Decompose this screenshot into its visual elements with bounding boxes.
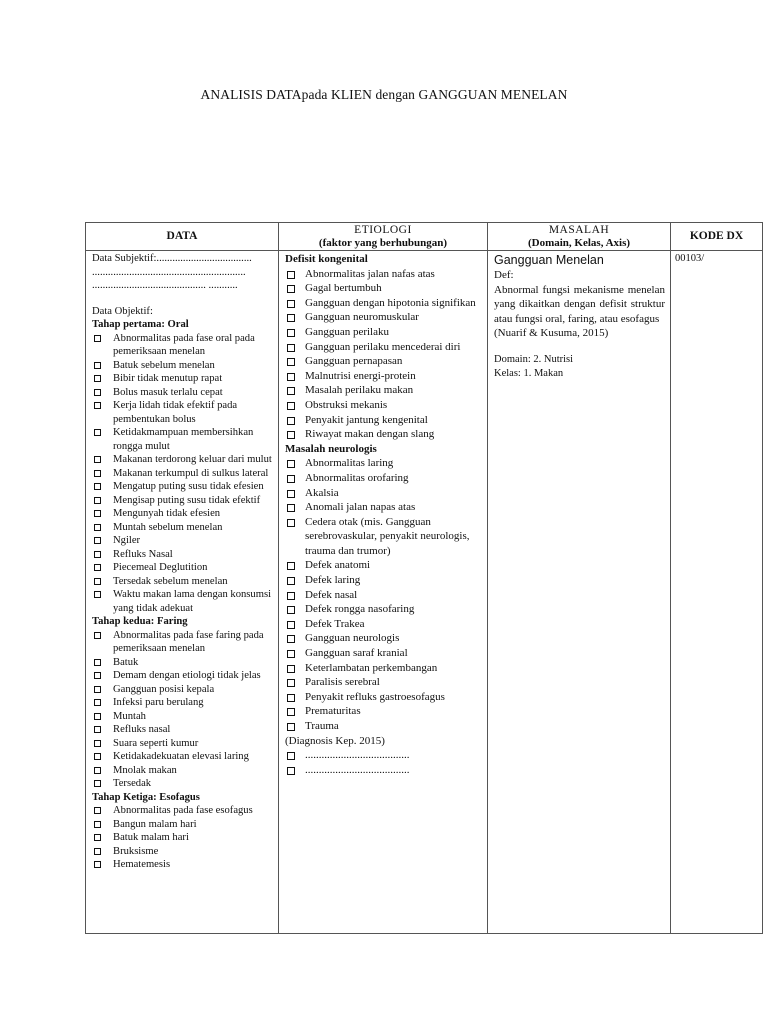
checkbox-icon[interactable] xyxy=(94,483,101,490)
checkbox-icon[interactable] xyxy=(287,708,295,716)
def-label: Def: xyxy=(494,269,514,281)
subjektif-label: Data Subjektif:.................................... xyxy=(92,253,252,264)
blank-list xyxy=(285,748,483,777)
checklist-item[interactable]: Defek laring xyxy=(285,573,483,588)
header-etiologi-label: ETIOLOGI xyxy=(354,223,412,236)
blank-item[interactable]: ...................................... xyxy=(285,748,483,763)
checkbox-icon[interactable] xyxy=(94,713,101,720)
checkbox-icon[interactable] xyxy=(94,591,101,598)
tahap2-title: Tahap kedua: Faring xyxy=(92,616,188,627)
header-masalah-label: MASALAH xyxy=(548,223,610,236)
checkbox-icon[interactable] xyxy=(287,285,295,293)
header-etiologi xyxy=(279,223,488,251)
document-title: ANALISIS DATApada KLIEN dengan GANGGUAN MENELAN xyxy=(200,87,568,102)
checklist-item[interactable]: Gangguan perilaku xyxy=(285,325,483,340)
checklist-item[interactable]: Gangguan posisi kepala xyxy=(92,683,274,697)
checklist-item[interactable]: Demam dengan etiologi tidak jelas xyxy=(92,669,274,683)
header-masalah xyxy=(488,223,671,251)
checkbox-icon[interactable] xyxy=(287,679,295,687)
header-kode: KODE DX xyxy=(671,223,763,251)
checklist-item[interactable]: Anomali jalan napas atas xyxy=(285,500,483,515)
checklist-item[interactable]: Tersedak sebelum menelan xyxy=(92,575,274,589)
checklist-item[interactable]: Abnormalitas orofaring xyxy=(285,471,483,486)
checklist-item[interactable]: Gangguan pernapasan xyxy=(285,354,483,369)
checklist-item[interactable]: Refluks Nasal xyxy=(92,548,274,562)
tahap3-title: Tahap Ketiga: Esofagus xyxy=(92,791,200,803)
checklist-item[interactable]: Bolus masuk terlalu cepat xyxy=(92,386,274,400)
content-row xyxy=(86,251,763,934)
checkbox-icon[interactable] xyxy=(287,665,295,673)
checklist-item[interactable]: Masalah perilaku makan xyxy=(285,383,483,398)
checkbox-icon[interactable] xyxy=(287,767,295,775)
masalah-source: (Nuarif & Kusuma, 2015) xyxy=(494,327,609,339)
blank-item[interactable]: ...................................... xyxy=(285,763,483,778)
checklist-item[interactable]: Ngiler xyxy=(92,534,274,548)
checkbox-icon[interactable] xyxy=(287,752,295,760)
checklist-item[interactable]: Riwayat makan dengan slang xyxy=(285,427,483,442)
checklist-item[interactable]: Gagal bertumbuh xyxy=(285,281,483,296)
checklist-item[interactable]: Gangguan saraf kranial xyxy=(285,646,483,661)
checklist-item[interactable]: Malnutrisi energi-protein xyxy=(285,369,483,384)
checklist-item[interactable]: Batuk sebelum menelan xyxy=(92,359,274,373)
checklist-item[interactable]: Mengunyah tidak efesien xyxy=(92,507,274,521)
checkbox-icon[interactable] xyxy=(287,373,295,381)
objektif-label: Data Objektif: xyxy=(92,305,153,317)
checklist-item[interactable]: Abnormalitas pada fase esofagus xyxy=(92,804,274,818)
masalah-cell xyxy=(488,251,671,934)
checklist-item[interactable]: Prematuritas xyxy=(285,704,483,719)
checkbox-icon[interactable] xyxy=(287,490,295,498)
etiologi-source: (Diagnosis Kep. 2015) xyxy=(285,734,385,747)
defisit-kongenital-title: Defisit kongenital xyxy=(285,253,368,265)
checkbox-icon[interactable] xyxy=(94,497,101,504)
checklist-item[interactable]: Ketidakadekuatan elevasi laring xyxy=(92,750,274,764)
checkbox-icon[interactable] xyxy=(94,821,101,828)
checkbox-icon[interactable] xyxy=(287,577,295,585)
checkbox-icon[interactable] xyxy=(94,780,101,787)
checkbox-icon[interactable] xyxy=(287,358,295,366)
tahap3-list xyxy=(92,804,274,872)
checkbox-icon[interactable] xyxy=(94,686,101,693)
checklist-item[interactable]: Abnormalitas pada fase faring pada pemeriksaan menelan xyxy=(92,629,274,656)
checklist-item[interactable]: Defek Trakea xyxy=(285,617,483,632)
tahap2-list xyxy=(92,629,274,791)
checkbox-icon[interactable] xyxy=(94,848,101,855)
checkbox-icon[interactable] xyxy=(287,519,295,527)
checkbox-icon[interactable] xyxy=(94,456,101,463)
masalah-neurologis-title: Masalah neurologis xyxy=(285,442,377,455)
checkbox-icon[interactable] xyxy=(94,632,101,639)
checkbox-icon[interactable] xyxy=(287,592,295,600)
checkbox-icon[interactable] xyxy=(287,402,295,410)
definition-text: Abnormal fungsi mekanisme menelan yang dikaitkan dengan defisit struktur atau fungsi oral, faring, atau esofagus xyxy=(494,283,665,325)
checkbox-icon[interactable] xyxy=(94,362,101,369)
checkbox-icon[interactable] xyxy=(287,460,295,468)
checkbox-icon[interactable] xyxy=(287,431,295,439)
tahap1-list xyxy=(92,332,274,616)
checkbox-icon[interactable] xyxy=(287,504,295,512)
checklist-item[interactable]: Abnormalitas laring xyxy=(285,456,483,471)
checkbox-icon[interactable] xyxy=(94,564,101,571)
checkbox-icon[interactable] xyxy=(287,635,295,643)
checklist-item[interactable]: Trauma xyxy=(285,719,483,734)
checkbox-icon[interactable] xyxy=(94,470,101,477)
checkbox-icon[interactable] xyxy=(287,562,295,570)
checklist-item[interactable]: Defek nasal xyxy=(285,588,483,603)
checkbox-icon[interactable] xyxy=(287,417,295,425)
subjektif-line: .......................................................... xyxy=(92,266,246,278)
checkbox-icon[interactable] xyxy=(94,861,101,868)
checklist-item[interactable]: Suara seperti kumur xyxy=(92,737,274,751)
kelas-text: Kelas: 1. Makan xyxy=(494,368,564,379)
checklist-item[interactable]: Defek anatomi xyxy=(285,558,483,573)
data-cell xyxy=(86,251,279,934)
checklist-item[interactable]: Makanan terdorong keluar dari mulut xyxy=(92,453,274,467)
checkbox-icon[interactable] xyxy=(287,475,295,483)
checkbox-icon[interactable] xyxy=(287,344,295,352)
checklist-item[interactable]: Refluks nasal xyxy=(92,723,274,737)
checkbox-icon[interactable] xyxy=(94,335,101,342)
checklist-item[interactable]: Waktu makan lama dengan konsumsi yang tidak adekuat xyxy=(92,588,274,615)
checkbox-icon[interactable] xyxy=(94,726,101,733)
checkbox-icon[interactable] xyxy=(287,300,295,308)
checkbox-icon[interactable] xyxy=(287,329,295,337)
checkbox-icon[interactable] xyxy=(287,271,295,279)
checkbox-icon[interactable] xyxy=(94,807,101,814)
checkbox-icon[interactable] xyxy=(287,314,295,322)
checklist-item[interactable]: Makanan terkumpul di sulkus lateral xyxy=(92,467,274,481)
checklist-item[interactable]: Hematemesis xyxy=(92,858,274,872)
checkbox-icon[interactable] xyxy=(94,767,101,774)
checklist-item[interactable]: Batuk xyxy=(92,656,274,670)
subjektif-line: ........................................... ........... xyxy=(92,280,238,291)
checklist-item[interactable]: Batuk malam hari xyxy=(92,831,274,845)
checklist-item[interactable]: Piecemeal Deglutition xyxy=(92,561,274,575)
header-etiologi-sub: (faktor yang berhubungan) xyxy=(318,236,448,249)
checklist-item[interactable]: Keterlambatan perkembangan xyxy=(285,661,483,676)
checklist-item[interactable]: Gangguan dengan hipotonia signifikan xyxy=(285,296,483,311)
checkbox-icon[interactable] xyxy=(94,672,101,679)
checklist-item[interactable]: Abnormalitas pada fase oral pada pemeriksaan menelan xyxy=(92,332,274,359)
checklist-item[interactable]: Mnolak makan xyxy=(92,764,274,778)
checklist-item[interactable]: Infeksi paru berulang xyxy=(92,696,274,710)
checkbox-icon[interactable] xyxy=(287,606,295,614)
checklist-item[interactable]: Muntah sebelum menelan xyxy=(92,521,274,535)
checkbox-icon[interactable] xyxy=(287,621,295,629)
masalah-title: Gangguan Menelan xyxy=(494,253,604,267)
checkbox-icon[interactable] xyxy=(287,650,295,658)
checkbox-icon[interactable] xyxy=(94,389,101,396)
checklist-item[interactable]: Cedera otak (mis. Gangguan serebrovaskular, penyakit neurologis, trauma dan trumor) xyxy=(285,515,483,559)
kode-value: 00103/ xyxy=(675,253,705,264)
checklist-item[interactable]: Obstruksi mekanis xyxy=(285,398,483,413)
checklist-item[interactable]: Mengatup puting susu tidak efesien xyxy=(92,480,274,494)
checklist-item[interactable]: Gangguan neuromuskular xyxy=(285,310,483,325)
checklist-item[interactable]: Ketidakmampuan membersihkan rongga mulut xyxy=(92,426,274,453)
checkbox-icon[interactable] xyxy=(94,524,101,531)
checklist-item[interactable]: Muntah xyxy=(92,710,274,724)
checklist-item[interactable]: Defek rongga nasofaring xyxy=(285,602,483,617)
checkbox-icon[interactable] xyxy=(94,740,101,747)
kode-cell xyxy=(671,251,763,934)
checkbox-icon[interactable] xyxy=(94,429,101,436)
checkbox-icon[interactable] xyxy=(94,551,101,558)
checklist-item[interactable]: Penyakit jantung kengenital xyxy=(285,413,483,428)
checklist-item[interactable]: Akalsia xyxy=(285,486,483,501)
defisit-kongenital-list xyxy=(285,267,483,442)
checkbox-icon[interactable] xyxy=(94,578,101,585)
checklist-item[interactable]: Tersedak xyxy=(92,777,274,791)
tahap1-title: Tahap pertama: Oral xyxy=(92,319,189,330)
checkbox-icon[interactable] xyxy=(94,537,101,544)
analysis-table xyxy=(85,222,763,934)
checkbox-icon[interactable] xyxy=(287,387,295,395)
checkbox-icon[interactable] xyxy=(287,723,295,731)
header-row xyxy=(86,223,763,251)
checklist-item[interactable]: Gangguan perilaku mencederai diri xyxy=(285,340,483,355)
checkbox-icon[interactable] xyxy=(94,834,101,841)
checkbox-icon[interactable] xyxy=(287,694,295,702)
checkbox-icon[interactable] xyxy=(94,699,101,706)
checkbox-icon[interactable] xyxy=(94,659,101,666)
checklist-item[interactable]: Mengisap puting susu tidak efektif xyxy=(92,494,274,508)
checkbox-icon[interactable] xyxy=(94,375,101,382)
checklist-item[interactable]: Penyakit refluks gastroesofagus xyxy=(285,690,483,705)
checklist-item[interactable]: Gangguan neurologis xyxy=(285,631,483,646)
checklist-item[interactable]: Bangun malam hari xyxy=(92,818,274,832)
etiologi-cell xyxy=(279,251,488,934)
checklist-item[interactable]: Bruksisme xyxy=(92,845,274,859)
header-data: DATA xyxy=(86,223,279,251)
checkbox-icon[interactable] xyxy=(94,402,101,409)
checklist-item[interactable]: Kerja lidah tidak efektif pada pembentukan bolus xyxy=(92,399,274,426)
checkbox-icon[interactable] xyxy=(94,510,101,517)
checklist-item[interactable]: Paralisis serebral xyxy=(285,675,483,690)
masalah-neurologis-list xyxy=(285,456,483,733)
checkbox-icon[interactable] xyxy=(94,753,101,760)
domain-text: Domain: 2. Nutrisi xyxy=(494,353,574,365)
checklist-item[interactable]: Abnormalitas jalan nafas atas xyxy=(285,267,483,282)
checklist-item[interactable]: Bibir tidak menutup rapat xyxy=(92,372,274,386)
header-masalah-sub: (Domain, Kelas, Axis) xyxy=(527,236,631,249)
